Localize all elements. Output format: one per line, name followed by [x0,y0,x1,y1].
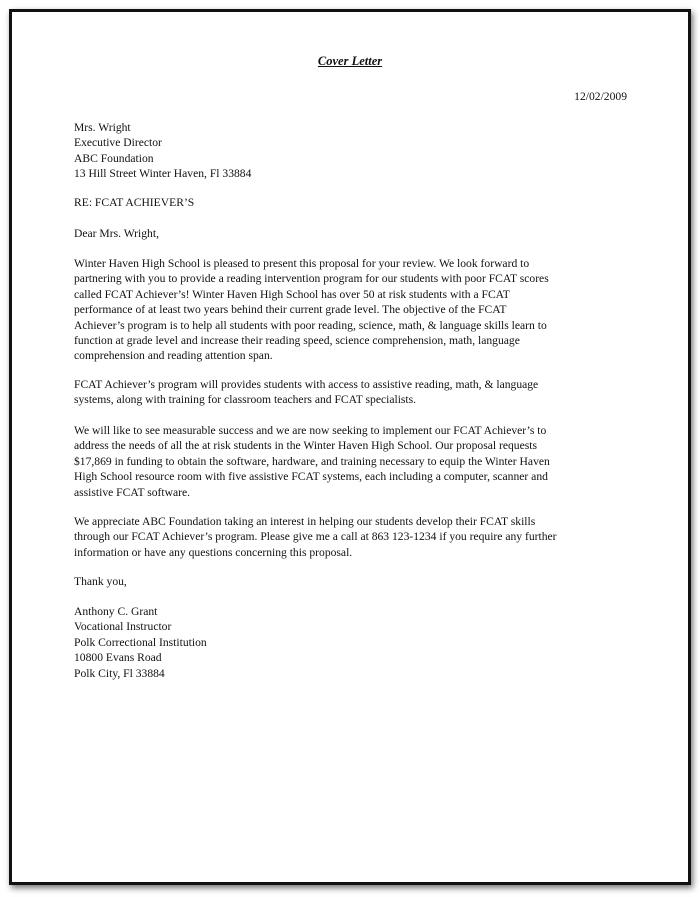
closing: Thank you, [74,575,127,588]
paragraph-line: High School resource room with five assistive FCAT systems, each including a computer, scanner and [74,470,548,484]
paragraph-line: Winter Haven High School is pleased to present this proposal for your review. We look forward to [74,257,530,270]
paragraph-line: $17,869 in funding to obtain the software, hardware, and training necessary to equip the Winter Haven [74,454,550,468]
paragraph-2 [74,377,634,408]
recipient-organization: ABC Foundation [74,151,154,165]
paragraph-line: Achiever’s program is to help all students with poor reading, science, math, & language skills learn to [74,318,547,332]
recipient-address-block [74,120,634,182]
paragraph-line: information or have any questions concerning this proposal. [74,545,353,559]
paragraph-line: performance of at least two years behind their current grade level. The objective of the FCAT [74,303,507,317]
letter-date: 12/02/2009 [574,90,627,103]
recipient-name: Mrs. Wright [74,121,131,134]
paragraph-3 [74,423,634,500]
paragraph-line: through our FCAT Achiever’s program. Please give me a call at 863 123-1234 if you require any further [74,530,557,544]
sender-street: 10800 Evans Road [74,651,162,665]
paragraph-line: assistive FCAT software. [74,485,191,499]
sender-organization: Polk Correctional Institution [74,635,207,649]
paragraph-1 [74,256,634,364]
paragraph-line: We will like to see measurable success and we are now seeking to implement our FCAT Achiever’s to [74,424,547,437]
sender-position: Vocational Instructor [74,620,172,634]
recipient-address: 13 Hill Street Winter Haven, Fl 33884 [74,167,252,181]
paragraph-line: called FCAT Achiever’s! Winter Haven High School has over 50 at risk students with a FCAT [74,287,510,301]
document-title: Cover Letter [317,54,383,68]
paragraph-line: We appreciate ABC Foundation taking an interest in helping our students develop their FCAT skills [74,515,536,528]
paragraph-4 [74,514,634,560]
paragraph-line: address the needs of all the at risk students in the Winter Haven High School. Our proposal requests [74,439,537,453]
recipient-position: Executive Director [74,136,162,150]
salutation: Dear Mrs. Wright, [74,227,159,240]
sender-signature-block [74,604,634,681]
paragraph-line: comprehension and reading attention span. [74,349,273,363]
paragraph-line: FCAT Achiever’s program will provides students with access to assistive reading, math, & language [74,378,539,391]
paragraph-line: systems, along with training for classroom teachers and FCAT specialists. [74,393,417,407]
paragraph-line: partnering with you to provide a reading intervention program for our students with poor FCAT scores [74,272,549,286]
sender-name: Anthony C. Grant [74,605,158,618]
re-line: RE: FCAT ACHIEVER’S [74,196,195,209]
paragraph-line: function at grade level and increase their reading speed, science comprehension, math, language [74,334,520,348]
sender-city: Polk City, Fl 33884 [74,666,165,680]
